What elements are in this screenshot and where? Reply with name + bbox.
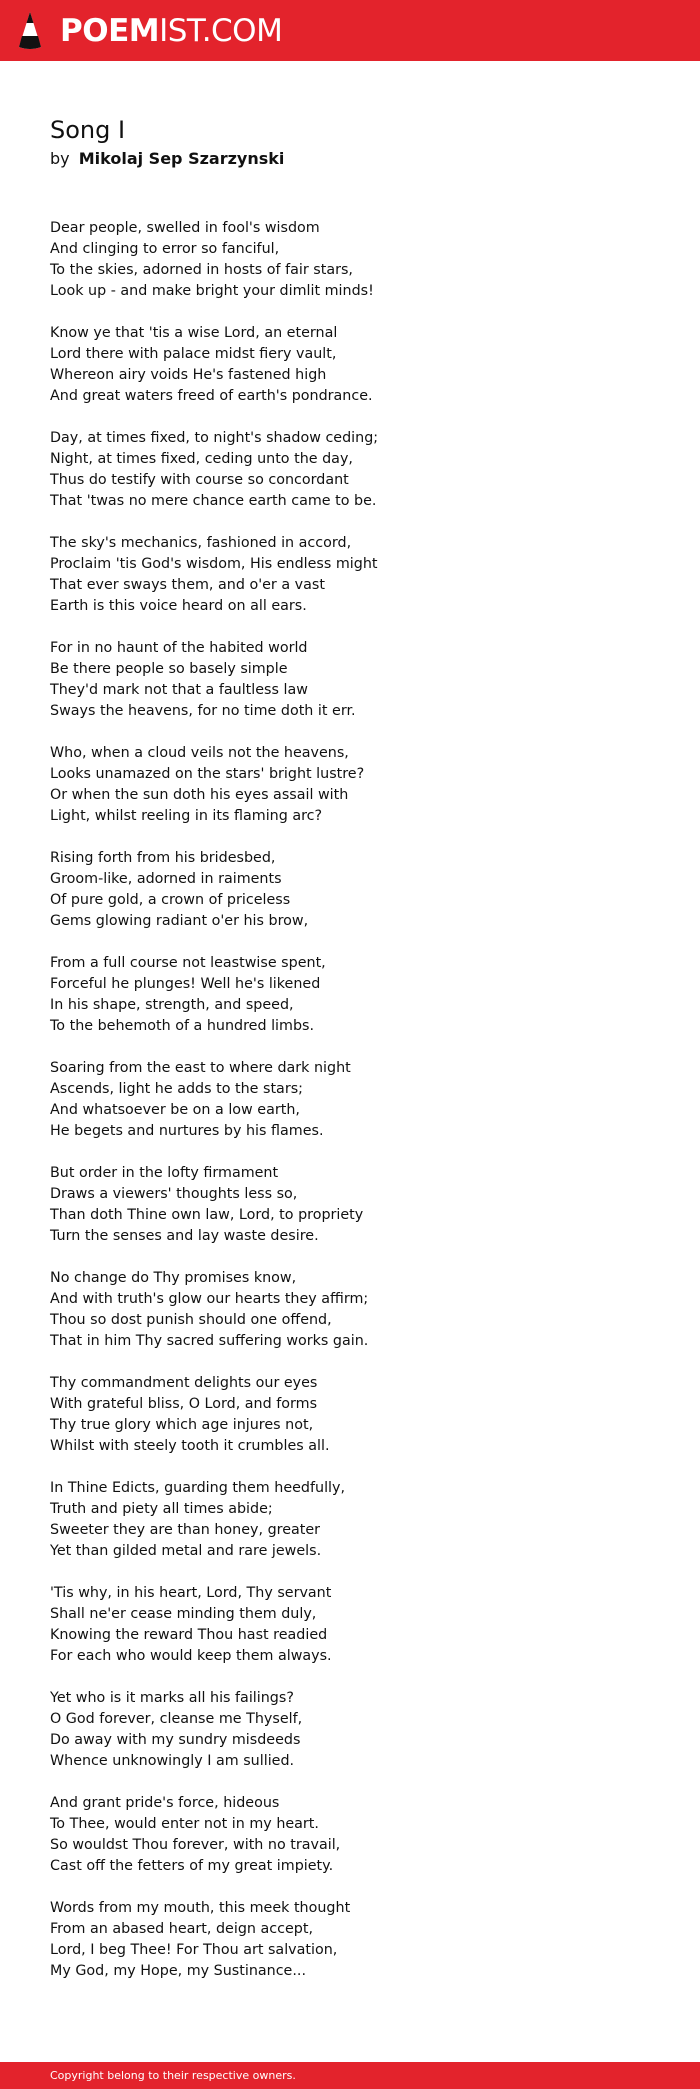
by-label: by — [50, 149, 70, 168]
poem-line: They'd mark not that a faultless law — [50, 682, 308, 698]
poem-line: Yet who is it marks all his failings? — [50, 1690, 294, 1706]
poem-line: No change do Thy promises know, — [50, 1270, 297, 1286]
poem-stanza — [50, 1163, 650, 1247]
poem-line: Sways the heavens, for no time doth it err. — [50, 703, 356, 719]
poem-stanza — [50, 1058, 650, 1142]
poem-line: O God forever, cleanse me Thyself, — [50, 1711, 303, 1727]
poem-line: Cast off the fetters of my great impiety. — [50, 1858, 334, 1874]
poem-line: Looks unamazed on the stars' bright lustre? — [50, 766, 365, 782]
poem-line: Look up - and make bright your dimlit minds! — [50, 283, 374, 299]
poem-line: Of pure gold, a crown of priceless — [50, 892, 291, 908]
copyright-notice: Copyright belong to their respective owners. — [50, 2069, 296, 2082]
poem-line: Whilst with steely tooth it crumbles all. — [50, 1438, 330, 1454]
poem-line: That in him Thy sacred suffering works gain. — [50, 1333, 369, 1349]
poem-line: 'Tis why, in his heart, Lord, Thy servant — [50, 1585, 332, 1601]
poem-line: Be there people so basely simple — [50, 661, 288, 677]
poem-stanza — [50, 953, 650, 1037]
poem-line: Knowing the reward Thou hast readied — [50, 1627, 328, 1643]
poem-line: Thou so dost punish should one offend, — [50, 1312, 332, 1328]
site-footer — [0, 2062, 700, 2089]
poem-title: Song I — [50, 116, 126, 144]
poem-stanza — [50, 218, 650, 302]
poem-line: From an abased heart, deign accept, — [50, 1921, 314, 1937]
poem-line: Know ye that 'tis a wise Lord, an eternal — [50, 325, 338, 341]
poem-line: Forceful he plunges! Well he's likened — [50, 976, 321, 992]
poem-line: Lord, I beg Thee! For Thou art salvation, — [50, 1942, 338, 1958]
poem-line: He begets and nurtures by his flames. — [50, 1123, 324, 1139]
poem-line: And clinging to error so fanciful, — [50, 241, 280, 257]
poem-line: Night, at times fixed, ceding unto the day, — [50, 451, 353, 467]
poem-stanza — [50, 533, 650, 617]
poem-line: Gems glowing radiant o'er his brow, — [50, 913, 309, 929]
poem-line: Yet than gilded metal and rare jewels. — [50, 1543, 322, 1559]
poem-line: Or when the sun doth his eyes assail with — [50, 787, 349, 803]
poem-stanza — [50, 1793, 650, 1877]
poem-stanza — [50, 1583, 650, 1667]
poem-byline — [50, 148, 284, 170]
poem-line: And whatsoever be on a low earth, — [50, 1102, 300, 1118]
poem-stanza — [50, 848, 650, 932]
pencil-tip-icon — [18, 11, 42, 51]
poem-line: To Thee, would enter not in my heart. — [50, 1816, 319, 1832]
poem-line: Ascends, light he adds to the stars; — [50, 1081, 303, 1097]
poem-stanza — [50, 743, 650, 827]
poem-line: For in no haunt of the habited world — [50, 640, 308, 656]
poem-line: Whereon airy voids He's fastened high — [50, 367, 327, 383]
poem-line: Dear people, swelled in fool's wisdom — [50, 220, 320, 236]
poem-line: Day, at times fixed, to night's shadow ceding; — [50, 430, 379, 446]
poem-line: So wouldst Thou forever, with no travail, — [50, 1837, 341, 1853]
poem-line: Thy commandment delights our eyes — [50, 1375, 318, 1391]
poem-line: Whence unknowingly I am sullied. — [50, 1753, 295, 1769]
poem-author[interactable]: Mikolaj Sep Szarzynski — [78, 149, 285, 168]
poem-line: That 'twas no mere chance earth came to be. — [50, 493, 377, 509]
poem-line: That ever sways them, and o'er a vast — [50, 577, 325, 593]
poem-body — [50, 218, 650, 2003]
poem-line: Lord there with palace midst fiery vault, — [50, 346, 337, 362]
poem-line: Soaring from the east to where dark night — [50, 1060, 351, 1076]
poem-line: Shall ne'er cease minding them duly, — [50, 1606, 317, 1622]
poem-line: Turn the senses and lay waste desire. — [50, 1228, 319, 1244]
poem-stanza — [50, 323, 650, 407]
logo-wordmark — [60, 11, 282, 51]
site-logo[interactable] — [18, 10, 282, 52]
poem-stanza — [50, 1478, 650, 1562]
poem-line: Truth and piety all times abide; — [50, 1501, 273, 1517]
poem-stanza — [50, 1688, 650, 1772]
poem-line: And great waters freed of earth's pondrance. — [50, 388, 373, 404]
poem-line: Sweeter they are than honey, greater — [50, 1522, 321, 1538]
poem-line: My God, my Hope, my Sustinance... — [50, 1963, 306, 1979]
poem-line: From a full course not leastwise spent, — [50, 955, 326, 971]
poem-stanza — [50, 428, 650, 512]
poem-line: For each who would keep them always. — [50, 1648, 332, 1664]
poem-stanza — [50, 1373, 650, 1457]
poem-line: Do away with my sundry misdeeds — [50, 1732, 301, 1748]
poem-line: Proclaim 'tis God's wisdom, His endless might — [50, 556, 378, 572]
poem-line: Groom-like, adorned in raiments — [50, 871, 282, 887]
poem-stanza — [50, 1898, 650, 1982]
poem-line: Than doth Thine own law, Lord, to propriety — [50, 1207, 364, 1223]
poem-line: To the behemoth of a hundred limbs. — [50, 1018, 315, 1034]
poem-line: And grant pride's force, hideous — [50, 1795, 280, 1811]
logo-text-light: IST.COM — [159, 13, 283, 49]
poem-line: Light, whilst reeling in its flaming arc? — [50, 808, 323, 824]
logo-text-bold: POEM — [60, 13, 160, 49]
poem-stanza — [50, 1268, 650, 1352]
poem-stanza — [50, 638, 650, 722]
poem-line: And with truth's glow our hearts they affirm; — [50, 1291, 369, 1307]
poem-line: Words from my mouth, this meek thought — [50, 1900, 351, 1916]
poem-line: In Thine Edicts, guarding them heedfully, — [50, 1480, 346, 1496]
poem-line: In his shape, strength, and speed, — [50, 997, 294, 1013]
poem-line: The sky's mechanics, fashioned in accord, — [50, 535, 352, 551]
poem-line: Draws a viewers' thoughts less so, — [50, 1186, 298, 1202]
site-header — [0, 0, 700, 61]
poem-line: Thus do testify with course so concordant — [50, 472, 349, 488]
poem-line: Who, when a cloud veils not the heavens, — [50, 745, 349, 761]
poem-line: Earth is this voice heard on all ears. — [50, 598, 307, 614]
poem-line: Rising forth from his bridesbed, — [50, 850, 276, 866]
poem-line: To the skies, adorned in hosts of fair stars, — [50, 262, 353, 278]
poem-line: Thy true glory which age injures not, — [50, 1417, 314, 1433]
poem-line: But order in the lofty firmament — [50, 1165, 279, 1181]
poem-line: With grateful bliss, O Lord, and forms — [50, 1396, 318, 1412]
